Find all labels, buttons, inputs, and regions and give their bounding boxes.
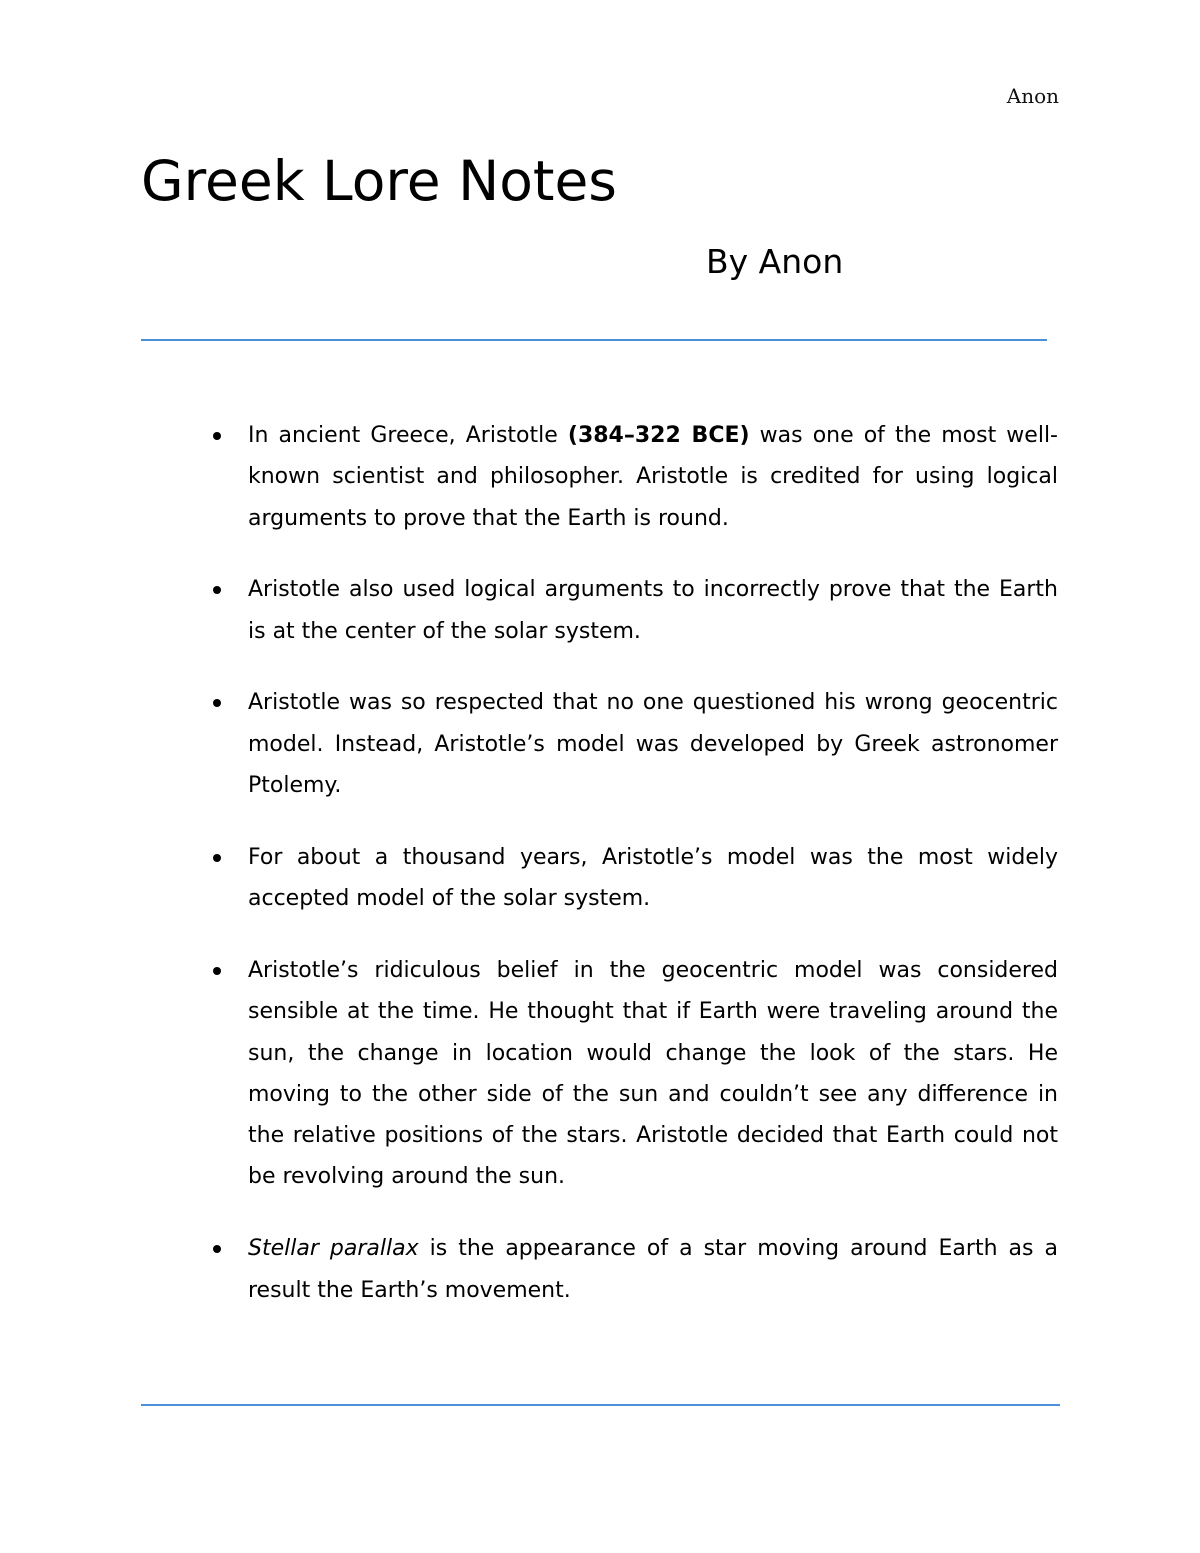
notes-list (248, 415, 1058, 1311)
note-text: Aristotle’s ridiculous belief in the geocentric model was considered sensible at the time. He thought that if Earth were traveling around the sun, the change in location would change the look of the stars. He moving to the other side of the sun and couldn’t see any difference in the relative positions of the stars. Aristotle decided that Earth could not be revolving around the sun. (248, 957, 1058, 1190)
note-term: Stellar parallax (248, 1236, 419, 1262)
note-text: was one of the most well-known scientist and philosopher. Aristotle is credited for using logical arguments to prove that the Earth is round. (248, 423, 1058, 531)
document-byline: By Anon (706, 242, 844, 281)
note-date-range: (384–322 BCE) (567, 423, 750, 448)
list-item (248, 950, 1058, 1198)
list-item (248, 415, 1058, 539)
note-text: is the appearance of a star moving around Earth as a result the Earth’s movement. (248, 1236, 1058, 1303)
list-item (248, 682, 1058, 806)
bottom-divider (141, 1404, 1060, 1406)
list-item (248, 569, 1058, 652)
page-header-author: Anon (1006, 84, 1059, 108)
note-text: For about a thousand years, Aristotle’s model was the most widely accepted model of the solar system. (248, 844, 1058, 912)
note-text: Aristotle was so respected that no one questioned his wrong geocentric model. Instead, Aristotle’s model was developed by Greek astronomer Ptolemy. (248, 690, 1058, 799)
note-text: Aristotle also used logical arguments to incorrectly prove that the Earth is at the center of the solar system. (248, 577, 1058, 644)
list-item (248, 1228, 1058, 1311)
top-divider (141, 339, 1047, 341)
list-item (248, 837, 1058, 920)
note-text: In ancient Greece, Aristotle (248, 423, 568, 448)
document-title: Greek Lore Notes (141, 149, 617, 213)
